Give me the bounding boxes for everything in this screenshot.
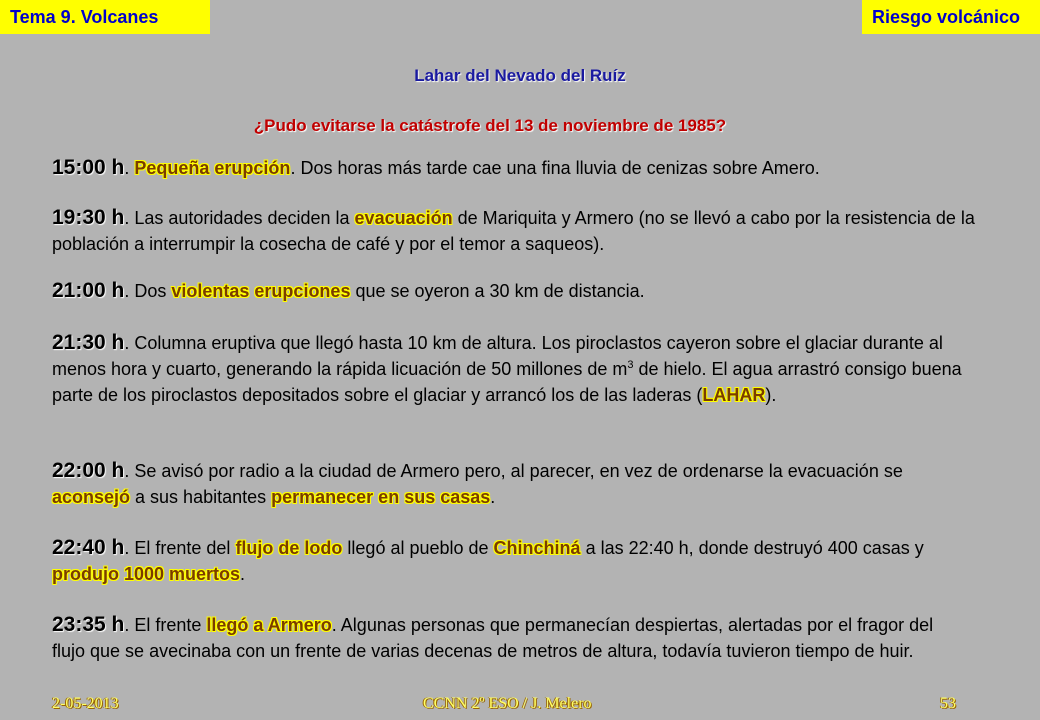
highlight: llegó a Armero	[206, 615, 332, 635]
footer-page-number: 53	[940, 695, 956, 712]
highlight: flujo de lodo	[235, 538, 343, 558]
section-tag	[862, 0, 1040, 34]
slide-title: Lahar del Nevado del Ruíz	[414, 66, 626, 85]
slide-question: ¿Pudo evitarse la catástrofe del 13 de noviembre de 1985?	[253, 116, 727, 135]
timeline-entry-2130: 21:30 h. Columna eruptiva que llegó hasta 10 km de altura. Los piroclastos cayeron sobre el glaciar durante al menos hora y cuarto, generando la rápida licuación de 50 millones de $m^3$ de hielo. El agua arrastró consigo buena parte de los piroclastos depositados sobre el glaciar y arrancó los de las laderas (LAHAR).	[52, 331, 962, 405]
highlight: LAHAR	[702, 385, 766, 405]
highlight: Pequeña erupción	[134, 158, 291, 178]
topic-tag	[0, 0, 210, 34]
highlight: violentas erupciones	[171, 281, 351, 301]
topic-label: Tema 9. Volcanes	[10, 6, 159, 27]
entry-time: 21:00 h	[52, 279, 125, 302]
entry-time: 22:00 h	[52, 459, 125, 482]
entry-time: 23:35 h	[52, 613, 125, 636]
timeline-entry-1500: 15:00 h. Pequeña erupción. Dos horas más tarde cae una fina lluvia de cenizas sobre Amero.	[52, 156, 820, 179]
section-label: Riesgo volcánico	[872, 6, 1021, 27]
timeline-entry-2100: 21:00 h. Dos violentas erupciones que se oyeron a 30 km de distancia.	[52, 279, 645, 302]
timeline-entry-1930: 19:30 h. Las autoridades deciden la evacuación de Mariquita y Armero (no se llevó a cabo por la resistencia de la población a interrumpir la cosecha de café y por el temor a saqueos).	[52, 206, 975, 254]
timeline-entry-2335: 23:35 h. El frente llegó a Armero. Algunas personas que permanecían despiertas, alertadas por el fragor del flujo que se avecinaba con un frente de varias decenas de metros de altura, todavía tuvieron tiempo de huir.	[52, 613, 934, 661]
entry-time: 19:30 h	[52, 206, 125, 229]
footer-date: 2-05-2013	[52, 695, 119, 712]
highlight: permanecer en sus casas	[271, 487, 491, 507]
highlight: evacuación	[354, 208, 453, 228]
entry-time: 22:40 h	[52, 536, 125, 559]
entry-time: 21:30 h	[52, 331, 125, 354]
highlight: Chinchiná	[493, 538, 581, 558]
highlight: produjo 1000 muertos	[52, 564, 241, 584]
timeline-entry-2200: 22:00 h. Se avisó por radio a la ciudad de Armero pero, al parecer, en vez de ordenarse la evacuación se aconsejó a sus habitantes permanecer en sus casas.	[52, 459, 903, 507]
footer-course: CCNN 2º ESO / J. Melero	[423, 695, 592, 712]
entry-time: 15:00 h	[52, 156, 125, 179]
highlight: aconsejó	[52, 487, 131, 507]
timeline-entry-2240: 22:40 h. El frente del flujo de lodo llegó al pueblo de Chinchiná a las 22:40 h, donde destruyó 400 casas y produjo 1000 muertos.	[52, 536, 924, 584]
